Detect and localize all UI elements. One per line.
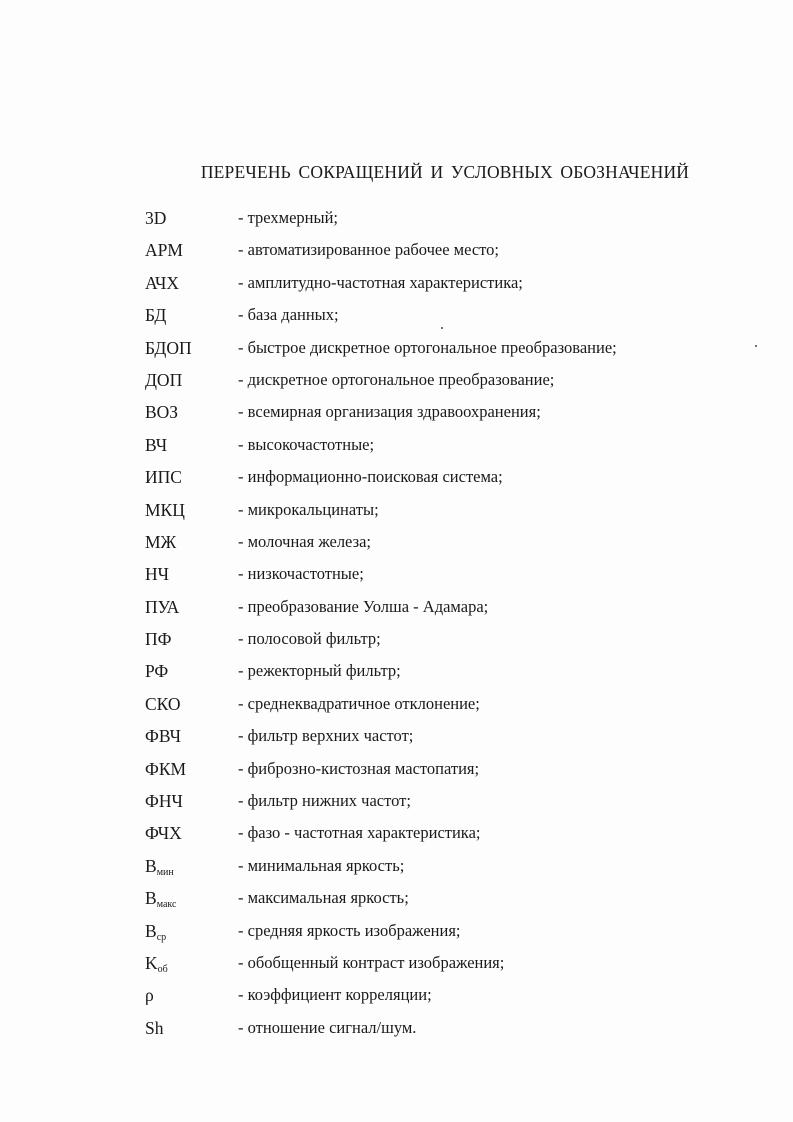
abbreviation [145,655,168,687]
list-item [145,299,745,331]
abbreviation-description: - трехмерный; [238,208,338,227]
abbreviation-text: НЧ [145,564,170,585]
page-title: ПЕРЕЧЕНЬ СОКРАЩЕНИЙ И УСЛОВНЫХ ОБОЗНАЧЕНИЙ [200,162,690,182]
list-item [145,947,745,979]
abbreviation-subscript: ср [156,931,167,943]
list-item [145,234,745,266]
abbreviation-text: СКО [145,693,181,714]
abbreviation-text: АРМ [145,240,183,261]
abbreviation-text: МЖ [145,531,177,552]
abbreviation-description: - всемирная организация здравоохранения; [238,402,541,422]
abbreviation-description: - преобразование Уолша - Адамара; [238,596,489,616]
abbreviation-text: ФВЧ [145,726,181,747]
abbreviation [145,461,182,493]
list-item [145,655,745,687]
abbreviation [145,267,179,299]
abbreviation [145,558,169,590]
abbreviation-list [145,202,745,1044]
abbreviation-text: ФНЧ [145,791,183,812]
abbreviation-description: - отношение сигнал/шум. [238,1017,417,1037]
abbreviation-text: БДОП [145,337,192,358]
abbreviation-description: - низкочастотные; [238,564,364,584]
abbreviation-description: - полосовой фильтр; [238,629,381,649]
abbreviation [145,332,192,364]
list-item [145,461,745,493]
scan-speck [441,327,443,329]
abbreviation [145,623,171,655]
list-item [145,817,745,849]
abbreviation-description: - максимальная яркость; [238,888,409,908]
abbreviation-description: - молочная железа; [238,531,372,551]
scan-speck [755,345,757,347]
abbreviation-subscript: об [157,963,168,975]
list-item [145,1012,745,1044]
list-item [145,882,745,914]
list-item [145,688,745,720]
list-item [145,396,745,428]
abbreviation [145,785,183,817]
abbreviation [145,429,167,461]
abbreviation-description: - среднеквадратичное отклонение; [238,693,480,713]
abbreviation-text: ФКМ [145,758,187,779]
list-item [145,429,745,461]
abbreviation-description: - обобщенный контраст изображения; [238,952,505,972]
abbreviation-description: - фазо - частотная характеристика; [238,823,481,843]
abbreviation-description: - фильтр верхних частот; [238,726,414,746]
abbreviation-text: ρ [145,985,154,1006]
abbreviation [145,720,181,752]
abbreviation [145,591,179,623]
abbreviation-description: - средняя яркость изображения; [238,920,461,940]
abbreviation-description: - фиброзно-кистозная мастопатия; [238,758,480,778]
list-item [145,623,745,655]
abbreviation-text: БД [145,305,167,326]
list-item [145,720,745,752]
abbreviation-description: - режекторный фильтр; [238,661,401,681]
list-item [145,558,745,590]
list-item [145,591,745,623]
abbreviation-description: - фильтр нижних частот; [238,791,411,811]
abbreviation [145,753,186,785]
abbreviation-description: - база данных; [238,305,339,325]
abbreviation-description: - дискретное ортогональное преобразование; [238,369,555,389]
abbreviation-text: K [145,952,158,973]
abbreviation-description: - информационно-поисковая система; [238,467,503,487]
abbreviation [145,396,178,428]
abbreviation-subscript: мин [156,866,174,878]
abbreviation-text: ВЧ [145,434,168,455]
abbreviation [145,234,183,266]
abbreviation-text: B [145,888,157,909]
abbreviation-text: B [145,920,157,941]
list-item [145,332,745,364]
abbreviation [145,526,176,558]
abbreviation-text: ВОЗ [145,402,179,423]
list-item [145,915,745,947]
abbreviation-text: ДОП [145,369,183,390]
abbreviation [145,979,154,1011]
list-item [145,494,745,526]
abbreviation-text: B [145,855,157,876]
abbreviation-description: - автоматизированное рабочее место; [238,240,500,260]
list-item [145,364,745,396]
abbreviation-text: РФ [145,661,169,682]
list-item [145,267,745,299]
abbreviation-text: ФЧХ [145,823,182,844]
list-item [145,979,745,1011]
abbreviation [145,494,185,526]
abbreviation-description: - минимальная яркость; [238,855,405,875]
abbreviation [145,364,182,396]
abbreviation-subscript: макс [156,899,177,911]
abbreviation-text: Sh [145,1017,164,1038]
abbreviation [145,1012,163,1044]
abbreviation [145,299,166,331]
list-item [145,526,745,558]
list-item [145,753,745,785]
abbreviation-description: - быстрое дискретное ортогональное преобразование; [238,337,617,357]
abbreviation [145,202,166,234]
list-item [145,202,745,234]
abbreviation-text: МКЦ [145,499,185,520]
abbreviation-description: - высокочастотные; [238,434,375,454]
list-item [145,850,745,882]
list-item [145,785,745,817]
abbreviation-text: АЧХ [145,272,179,293]
abbreviation-text: 3D [145,208,167,228]
abbreviation-text: ПУА [145,596,180,617]
abbreviation-description: - амплитудно-частотная характеристика; [238,272,523,292]
abbreviation-description: - коэффициент корреляции; [238,985,432,1005]
abbreviation [145,688,181,720]
abbreviation-text: ИПС [145,467,182,488]
abbreviation [145,817,182,849]
abbreviation-description: - микрокальцинаты; [238,499,379,519]
abbreviation-text: ПФ [145,629,172,650]
